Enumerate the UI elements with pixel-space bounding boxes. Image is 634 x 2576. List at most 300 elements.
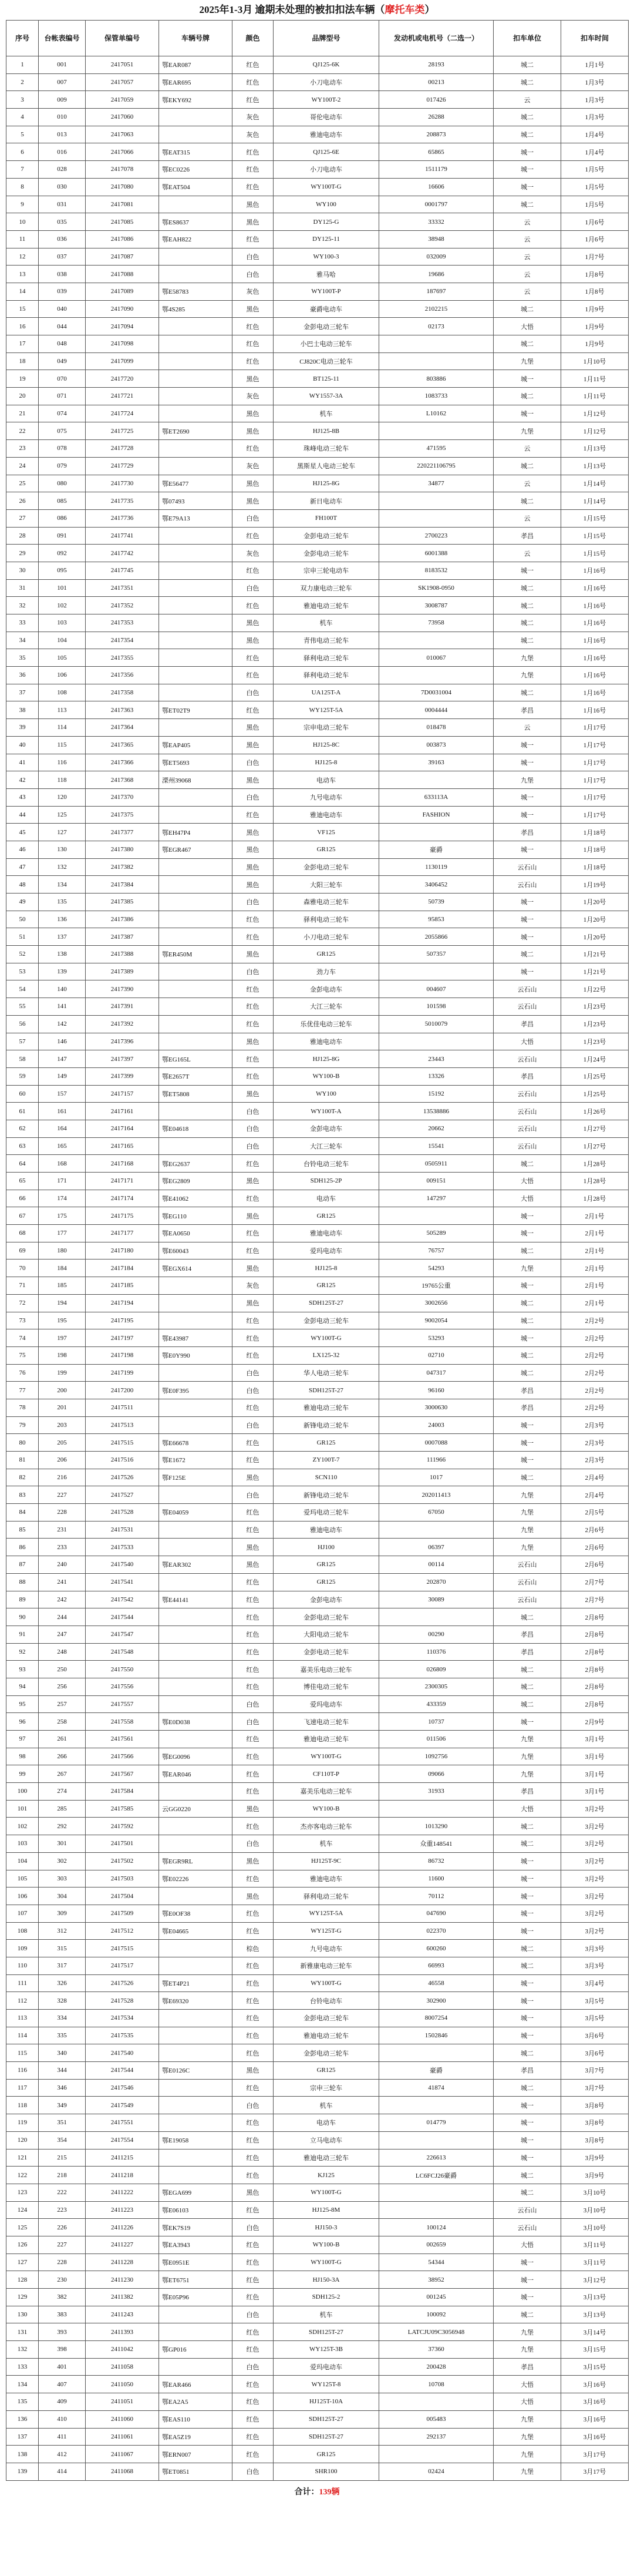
cell-color: 红色: [232, 1050, 274, 1068]
cell-custody-no: 2417741: [86, 527, 159, 545]
header-cell: 台帐表编号: [39, 21, 86, 56]
cell-index: 57: [6, 1033, 39, 1050]
cell-ledger-no: 409: [39, 2393, 86, 2411]
cell-date: 1月6号: [561, 230, 629, 248]
cell-plate: [159, 388, 232, 405]
cell-index: 36: [6, 667, 39, 684]
table-row: [6, 2253, 629, 2271]
cell-unit: 九堡: [494, 1504, 561, 1522]
table-row: [6, 2114, 629, 2132]
cell-ledger-no: 309: [39, 1905, 86, 1922]
cell-color: 黑色: [232, 824, 274, 841]
cell-custody-no: 2417174: [86, 1190, 159, 1207]
cell-model: 新锋电动三轮车: [274, 1486, 379, 1504]
cell-ledger-no: 241: [39, 1573, 86, 1591]
cell-plate: 鄂EAS110: [159, 2410, 232, 2428]
table-row: [6, 1242, 629, 1260]
cell-ledger-no: 248: [39, 1643, 86, 1661]
cell-color: 红色: [232, 1731, 274, 1748]
table-row: [6, 2010, 629, 2027]
cell-engine-no: 02173: [379, 318, 494, 335]
cell-engine-no: 13538886: [379, 1103, 494, 1120]
cell-custody-no: 2417157: [86, 1085, 159, 1103]
cell-unit: 云: [494, 719, 561, 737]
cell-unit: 九堡: [494, 2323, 561, 2341]
cell-ledger-no: 257: [39, 1695, 86, 1713]
cell-ledger-no: 075: [39, 422, 86, 440]
table-row: [6, 196, 629, 213]
cell-index: 7: [6, 161, 39, 179]
cell-ledger-no: 334: [39, 2010, 86, 2027]
cell-custody-no: 2417535: [86, 2027, 159, 2044]
cell-engine-no: [379, 2184, 494, 2201]
cell-ledger-no: 194: [39, 1294, 86, 1312]
table-row: [6, 1173, 629, 1190]
cell-custody-no: 2417585: [86, 1800, 159, 1818]
cell-index: 88: [6, 1573, 39, 1591]
cell-color: 灰色: [232, 457, 274, 475]
cell-engine-no: 23443: [379, 1050, 494, 1068]
cell-custody-no: 2417526: [86, 1974, 159, 1992]
cell-color: 黑色: [232, 1173, 274, 1190]
cell-date: 1月25号: [561, 1067, 629, 1085]
cell-index: 115: [6, 2044, 39, 2062]
cell-model: 机车: [274, 1835, 379, 1853]
cell-engine-no: 009151: [379, 1173, 494, 1190]
table-row: [6, 788, 629, 806]
cell-ledger-no: 222: [39, 2184, 86, 2201]
cell-unit: 城一: [494, 736, 561, 754]
table-row: [6, 1573, 629, 1591]
cell-unit: 九堡: [494, 1539, 561, 1556]
cell-color: 红色: [232, 1661, 274, 1678]
cell-unit: 大悟: [494, 318, 561, 335]
cell-plate: 鄂ET5808: [159, 1085, 232, 1103]
cell-date: 1月9号: [561, 335, 629, 353]
cell-color: 白色: [232, 248, 274, 266]
table-row: [6, 928, 629, 946]
cell-ledger-no: 383: [39, 2306, 86, 2323]
cell-ledger-no: 335: [39, 2027, 86, 2044]
cell-engine-no: 26288: [379, 109, 494, 126]
cell-date: 1月4号: [561, 126, 629, 143]
cell-custody-no: 2417515: [86, 1940, 159, 1957]
cell-custody-no: 2417540: [86, 1556, 159, 1574]
cell-unit: 云: [494, 509, 561, 527]
cell-plate: 鄂E04618: [159, 1120, 232, 1137]
cell-custody-no: 2417171: [86, 1173, 159, 1190]
cell-ledger-no: 285: [39, 1800, 86, 1818]
table-row: [6, 440, 629, 458]
cell-unit: 九堡: [494, 1765, 561, 1783]
cell-index: 59: [6, 1067, 39, 1085]
cell-ledger-no: 398: [39, 2341, 86, 2359]
cell-plate: [159, 1835, 232, 1853]
cell-engine-no: 73958: [379, 614, 494, 632]
cell-date: 1月13号: [561, 457, 629, 475]
cell-model: WY125T-G: [274, 1922, 379, 1940]
cell-plate: 鄂EAP405: [159, 736, 232, 754]
cell-color: 红色: [232, 230, 274, 248]
table-row: [6, 911, 629, 928]
cell-plate: [159, 2010, 232, 2027]
cell-unit: 城一: [494, 1713, 561, 1731]
cell-index: 93: [6, 1661, 39, 1678]
cell-ledger-no: 127: [39, 824, 86, 841]
table-row: [6, 2410, 629, 2428]
cell-ledger-no: 382: [39, 2289, 86, 2306]
cell-color: 红色: [232, 806, 274, 824]
cell-color: 红色: [232, 527, 274, 545]
table-row: [6, 649, 629, 667]
cell-engine-no: 2300305: [379, 1678, 494, 1695]
cell-engine-no: 豪爵: [379, 2062, 494, 2080]
cell-plate: [159, 1940, 232, 1957]
cell-ledger-no: 227: [39, 2236, 86, 2253]
cell-unit: 城二: [494, 2167, 561, 2184]
cell-date: 2月2号: [561, 1346, 629, 1364]
cell-plate: 鄂E58783: [159, 283, 232, 300]
cell-index: 67: [6, 1207, 39, 1225]
table-row: [6, 1870, 629, 1888]
cell-ledger-no: 227: [39, 1486, 86, 1504]
cell-plate: [159, 1678, 232, 1695]
cell-plate: 鄂ER450M: [159, 946, 232, 963]
cell-model: 驿利电动三轮车: [274, 911, 379, 928]
cell-unit: 城一: [494, 143, 561, 161]
cell-custody-no: 2417566: [86, 1748, 159, 1765]
cell-model: QJ125-6E: [274, 143, 379, 161]
cell-engine-no: 96160: [379, 1382, 494, 1399]
cell-index: 116: [6, 2062, 39, 2080]
cell-model: 飞速电动三轮车: [274, 1713, 379, 1731]
cell-date: 1月5号: [561, 161, 629, 179]
cell-plate: [159, 788, 232, 806]
cell-model: 宗申三轮电动车: [274, 562, 379, 579]
cell-plate: 鄂E0Y990: [159, 1346, 232, 1364]
table-row: [6, 1399, 629, 1416]
cell-plate: 鄂E43987: [159, 1329, 232, 1347]
cell-model: SDH125T-27: [274, 2428, 379, 2446]
cell-date: 1月16号: [561, 614, 629, 632]
title-paren-close: ）: [424, 4, 435, 15]
cell-unit: 云石山: [494, 1120, 561, 1137]
cell-model: WY100T-G: [274, 1974, 379, 1992]
cell-engine-no: FASHION: [379, 806, 494, 824]
cell-unit: 孝昌: [494, 2062, 561, 2080]
cell-model: 金彭电动三轮车: [274, 858, 379, 876]
cell-date: 3月7号: [561, 2062, 629, 2080]
cell-engine-no: 41874: [379, 2079, 494, 2097]
cell-plate: [159, 352, 232, 370]
cell-date: 2月1号: [561, 1294, 629, 1312]
cell-ledger-no: 407: [39, 2376, 86, 2393]
cell-ledger-no: 317: [39, 1957, 86, 1974]
cell-model: UA125T-A: [274, 684, 379, 701]
cell-engine-no: 111966: [379, 1452, 494, 1469]
table-row: [6, 771, 629, 789]
cell-ledger-no: 001: [39, 56, 86, 74]
table-row: [6, 2062, 629, 2080]
cell-color: 红色: [232, 2044, 274, 2062]
cell-ledger-no: 301: [39, 1835, 86, 1853]
cell-color: 红色: [232, 1625, 274, 1643]
cell-custody-no: 2417556: [86, 1678, 159, 1695]
table-row: [6, 998, 629, 1016]
cell-index: 33: [6, 614, 39, 632]
cell-ledger-no: 095: [39, 562, 86, 579]
cell-color: 白色: [232, 754, 274, 771]
cell-unit: 城二: [494, 1695, 561, 1713]
cell-date: 1月21号: [561, 963, 629, 980]
cell-unit: 城二: [494, 1346, 561, 1364]
cell-index: 85: [6, 1521, 39, 1539]
cell-color: 红色: [232, 1521, 274, 1539]
cell-custody-no: 2417175: [86, 1207, 159, 1225]
table-row: [6, 2079, 629, 2097]
cell-engine-no: 6001388: [379, 545, 494, 562]
cell-model: 驿利电动三轮车: [274, 667, 379, 684]
table-row: [6, 2131, 629, 2149]
cell-unit: 云: [494, 213, 561, 231]
cell-custody-no: 2417728: [86, 440, 159, 458]
cell-unit: 城一: [494, 1207, 561, 1225]
cell-model: 新锋电动三轮车: [274, 1416, 379, 1434]
cell-engine-no: 13326: [379, 1067, 494, 1085]
cell-plate: 鄂EAR046: [159, 1765, 232, 1783]
header-cell: 发动机或电机号（二选一）: [379, 21, 494, 56]
cell-engine-no: 28193: [379, 56, 494, 74]
cell-plate: [159, 2323, 232, 2341]
cell-plate: [159, 1399, 232, 1416]
cell-ledger-no: 104: [39, 632, 86, 649]
cell-plate: [159, 196, 232, 213]
page-title: [6, 0, 628, 20]
cell-ledger-no: 036: [39, 230, 86, 248]
cell-plate: [159, 545, 232, 562]
cell-date: 1月17号: [561, 736, 629, 754]
cell-custody-no: 2417080: [86, 178, 159, 196]
cell-ledger-no: 141: [39, 998, 86, 1016]
cell-model: ZY100T-7: [274, 1452, 379, 1469]
cell-custody-no: 2411067: [86, 2446, 159, 2463]
cell-engine-no: 803886: [379, 370, 494, 388]
cell-plate: 鄂EH47P4: [159, 824, 232, 841]
cell-custody-no: 2417363: [86, 701, 159, 719]
cell-color: 红色: [232, 1748, 274, 1765]
cell-engine-no: 507357: [379, 946, 494, 963]
cell-index: 112: [6, 1992, 39, 2010]
cell-index: 95: [6, 1695, 39, 1713]
cell-index: 62: [6, 1120, 39, 1137]
cell-index: 22: [6, 422, 39, 440]
cell-model: WY100T-2: [274, 91, 379, 109]
table-row: [6, 1416, 629, 1434]
cell-plate: 鄂EAR302: [159, 1556, 232, 1574]
cell-custody-no: 2411227: [86, 2236, 159, 2253]
cell-engine-no: [379, 1521, 494, 1539]
cell-color: 黑色: [232, 1260, 274, 1277]
cell-engine-no: 95853: [379, 911, 494, 928]
table-row: [6, 2358, 629, 2376]
cell-color: 红色: [232, 2131, 274, 2149]
table-row: [6, 806, 629, 824]
cell-color: 红色: [232, 1329, 274, 1347]
cell-ledger-no: 258: [39, 1713, 86, 1731]
cell-color: 黑色: [232, 719, 274, 737]
cell-date: 1月20号: [561, 911, 629, 928]
cell-ledger-no: 346: [39, 2079, 86, 2097]
cell-color: 红色: [232, 1783, 274, 1801]
cell-engine-no: 010067: [379, 649, 494, 667]
cell-color: 红色: [232, 2323, 274, 2341]
cell-color: 红色: [232, 1190, 274, 1207]
cell-model: 雅迪电动三轮车: [274, 2027, 379, 2044]
cell-color: 红色: [232, 2236, 274, 2253]
table-row: [6, 614, 629, 632]
cell-model: 雅迪电动三轮车: [274, 1731, 379, 1748]
cell-index: 26: [6, 492, 39, 510]
cell-custody-no: 2417199: [86, 1364, 159, 1382]
cell-date: 1月1号: [561, 56, 629, 74]
cell-date: 3月2号: [561, 1835, 629, 1853]
cell-unit: 城一: [494, 1852, 561, 1870]
cell-model: SHR100: [274, 2463, 379, 2480]
header-cell: 车辆号牌: [159, 21, 232, 56]
cell-date: 3月6号: [561, 2027, 629, 2044]
cell-model: SDH125-2: [274, 2289, 379, 2306]
cell-custody-no: 2417078: [86, 161, 159, 179]
cell-unit: 城二: [494, 579, 561, 597]
cell-date: 1月18号: [561, 824, 629, 841]
cell-date: 1月10号: [561, 352, 629, 370]
cell-date: 2月7号: [561, 1573, 629, 1591]
cell-ledger-no: 218: [39, 2167, 86, 2184]
cell-color: 白色: [232, 2358, 274, 2376]
cell-date: 1月26号: [561, 1103, 629, 1120]
cell-engine-no: 50739: [379, 894, 494, 911]
cell-plate: [159, 2097, 232, 2114]
cell-plate: [159, 597, 232, 614]
cell-model: 电动车: [274, 2114, 379, 2132]
cell-plate: [159, 1103, 232, 1120]
cell-engine-no: 00114: [379, 1556, 494, 1574]
table-row: [6, 1661, 629, 1678]
table-row: [6, 1695, 629, 1713]
cell-plate: 鄂07493: [159, 492, 232, 510]
cell-engine-no: 1083733: [379, 388, 494, 405]
table-row: [6, 1050, 629, 1068]
cell-date: 2月2号: [561, 1312, 629, 1329]
cell-index: 24: [6, 457, 39, 475]
cell-engine-no: 38952: [379, 2271, 494, 2289]
cell-plate: 鄂ET2690: [159, 422, 232, 440]
cell-custody-no: 2417087: [86, 248, 159, 266]
cell-custody-no: 2417544: [86, 2062, 159, 2080]
table-row: [6, 946, 629, 963]
cell-unit: 孝昌: [494, 1643, 561, 1661]
cell-ledger-no: 177: [39, 1225, 86, 1242]
cell-plate: [159, 2306, 232, 2323]
cell-custody-no: 2417515: [86, 1434, 159, 1452]
cell-unit: 孝昌: [494, 1067, 561, 1085]
cell-engine-no: 09066: [379, 1765, 494, 1783]
cell-custody-no: 2417368: [86, 771, 159, 789]
table-row: [6, 283, 629, 300]
table-row: [6, 684, 629, 701]
cell-index: 51: [6, 928, 39, 946]
document-page: [6, 0, 628, 2504]
cell-unit: 孝昌: [494, 2358, 561, 2376]
cell-color: 白色: [232, 1137, 274, 1155]
cell-model: GR125: [274, 2062, 379, 2080]
cell-color: 红色: [232, 1504, 274, 1522]
cell-color: 黑色: [232, 1556, 274, 1574]
cell-engine-no: 8007254: [379, 2010, 494, 2027]
cell-engine-no: 226613: [379, 2149, 494, 2167]
table-row: [6, 126, 629, 143]
cell-plate: [159, 318, 232, 335]
cell-date: 3月15号: [561, 2358, 629, 2376]
cell-color: 红色: [232, 318, 274, 335]
cell-model: DY125-11: [274, 230, 379, 248]
cell-ledger-no: 092: [39, 545, 86, 562]
cell-index: 82: [6, 1469, 39, 1486]
cell-color: 黑色: [232, 858, 274, 876]
table-row: [6, 1312, 629, 1329]
cell-ledger-no: 226: [39, 2219, 86, 2236]
cell-plate: [159, 1137, 232, 1155]
cell-index: 19: [6, 370, 39, 388]
cell-engine-no: 10708: [379, 2376, 494, 2393]
cell-model: GR125: [274, 841, 379, 858]
cell-unit: 九堡: [494, 649, 561, 667]
cell-custody-no: 2417180: [86, 1242, 159, 1260]
cell-custody-no: 2417502: [86, 1852, 159, 1870]
cell-ledger-no: 130: [39, 841, 86, 858]
cell-index: 111: [6, 1974, 39, 1992]
table-row: [6, 335, 629, 353]
cell-engine-no: 017426: [379, 91, 494, 109]
cell-date: 3月8号: [561, 2097, 629, 2114]
cell-engine-no: [379, 963, 494, 980]
cell-plate: [159, 2079, 232, 2097]
table-row: [6, 1225, 629, 1242]
cell-color: 黑色: [232, 614, 274, 632]
cell-index: 44: [6, 806, 39, 824]
cell-model: 雅迪电动车: [274, 1033, 379, 1050]
table-row: [6, 318, 629, 335]
cell-plate: 鄂EAH822: [159, 230, 232, 248]
cell-index: 60: [6, 1085, 39, 1103]
cell-date: 2月8号: [561, 1695, 629, 1713]
cell-unit: 城二: [494, 2079, 561, 2097]
cell-model: WY125T-8: [274, 2376, 379, 2393]
cell-plate: [159, 248, 232, 266]
cell-custody-no: 2417184: [86, 1260, 159, 1277]
cell-engine-no: 10737: [379, 1713, 494, 1731]
cell-unit: 云石山: [494, 876, 561, 894]
cell-plate: [159, 684, 232, 701]
cell-unit: 九堡: [494, 771, 561, 789]
cell-index: 96: [6, 1713, 39, 1731]
table-row: [6, 1992, 629, 2010]
cell-color: 白色: [232, 2463, 274, 2480]
title-paren-open: （: [375, 4, 385, 15]
cell-date: 1月16号: [561, 579, 629, 597]
cell-date: 3月2号: [561, 1870, 629, 1888]
table-row: [6, 2376, 629, 2393]
